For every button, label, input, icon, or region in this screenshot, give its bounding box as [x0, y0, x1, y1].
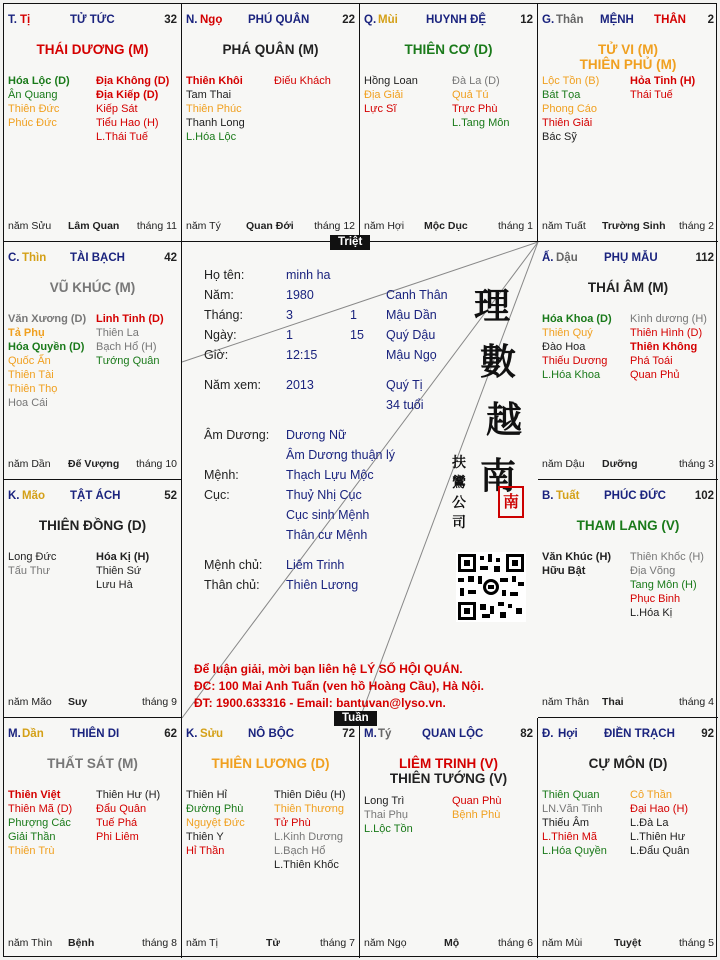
cell-footer: năm Sửu Lâm Quan tháng 11	[8, 220, 177, 232]
main-star: CỰ MÔN (D)	[588, 756, 668, 771]
stars-left: Thiên Việt Thiên Mã (D) Phượng Các Giải Thần Thiên Trù	[8, 789, 73, 857]
triet-badge: Triệt	[330, 235, 370, 250]
qr-code[interactable]	[456, 552, 526, 622]
main-star: PHÁ QUÂN (M)	[222, 42, 319, 57]
main-star: THÁI DƯƠNG (M)	[36, 42, 149, 57]
cell-footer: năm Tý Quan Đới tháng 12	[186, 220, 355, 232]
stars-right: Địa Không (D) Địa Kiếp (D) Kiếp Sát Tiểu Hao (H) L.Thái Tuế	[96, 75, 170, 143]
stars-left: Thiên Quan LN.Văn Tinh Thiếu Âm L.Thiên Mã L.Hóa Quyền	[542, 789, 607, 857]
main-star: THIÊN ĐỒNG (D)	[38, 518, 147, 533]
center-info: Họ tên: minh ha Năm: 1980 Canh Thân Tháng: 3 1 Mậu Dần Ngày: 1 15 Quý Dậu Giờ: 12:15 Mậu Ngọ Năm xem: 2013 Quý Tị 34 tuổi Âm Dương: Dương Nữ Âm Dương thuận lý Mệnh: Thạch Lựu Mộc Cục: Thuỷ Nhị Cục Cục sinh Mệnh Thân cư Mệnh Mệnh chủ: Liêm Trinh Thân chủ: Thiên Lương 理 數 越 南 扶 鸞 公 司 南 Để luận giải, mời bạn liên hệ LÝ SỐ HỘI QUÁN. ĐC: 100 Mai Anh Tuấn (ven hồ Hoàng Cầu), Hà Nội. ĐT: 1900.633316 - Email: bantuvan@lyso.vn.	[182, 242, 538, 718]
stars-left: Hóa Lộc (D) Ân Quang Thiên Đức Phúc Đức	[8, 75, 70, 129]
stars-right: Hỏa Tinh (H) Thái Tuế	[630, 75, 696, 101]
calligraphy-char-4: 南	[480, 455, 517, 497]
red-seal: 南	[498, 486, 524, 518]
main-star: THIÊN LƯƠNG (D)	[211, 756, 330, 771]
main-star: LIÊM TRINH (V) THIÊN TƯỚNG (V)	[389, 756, 508, 786]
stars-right: Hóa Kị (H) Thiên Sứ Lưu Hà	[96, 551, 150, 591]
stars-left: Long Đức Tấu Thư	[8, 551, 57, 577]
stars-left: Văn Xương (D) Tả Phụ Hóa Quyền (D) Quốc Ấn Thiên Tài Thiên Thọ Hoa Cái	[8, 313, 87, 409]
small-calli-2: 鸞	[452, 475, 466, 491]
main-star: THAM LANG (V)	[576, 518, 680, 533]
stars-right: Đà La (D) Quả Tú Trực Phù L.Tang Môn	[452, 75, 510, 129]
stars-left: Long Trì Thai Phụ L.Lộc Tồn	[364, 795, 413, 835]
stars-left: Hóa Khoa (D) Thiên Quý Đào Hoa Thiếu Dương L.Hóa Khoa	[542, 313, 612, 381]
palace-ty[interactable]: M. Tý QUAN LỘC 82 LIÊM TRINH (V) THIÊN TƯỚNG (V) Long Trì Thai Phụ L.Lộc Tồn Quan Phù Bệnh Phù năm Ngọ Mộ tháng 6	[360, 718, 538, 958]
cell-footer: năm Dần Đế Vượng tháng 10	[8, 458, 177, 470]
stars-left: Văn Khúc (H) Hữu Bật	[542, 551, 612, 577]
cell-footer: năm Mùi Tuyệt tháng 5	[542, 937, 714, 949]
main-star: TỬ VI (M) THIÊN PHỦ (M)	[579, 42, 677, 72]
palace-suu[interactable]: K. Sửu NÔ BỘC 72 THIÊN LƯƠNG (D) Thiên Hỉ Đường Phù Nguyệt Đức Thiên Y Hỉ Thần Thiên Diêu (H) Thiên Thương Tử Phù L.Kinh Dương L.Bạch Hổ L.Thiên Khốc năm Tị Tử tháng 7	[182, 718, 360, 958]
cell-footer: năm Thân Thai tháng 4	[542, 696, 714, 708]
small-calli-4: 司	[452, 515, 466, 531]
cell-footer: năm Tị Tử tháng 7	[186, 937, 355, 949]
cell-footer: năm Hợi Mộc Dục tháng 1	[364, 220, 533, 232]
palace-ngo[interactable]: N. Ngọ PHÚ QUÂN 22 PHÁ QUÂN (M) Thiên Khôi Tam Thai Thiên Phúc Thanh Long L.Hóa Lộc Điếu Khách năm Tý Quan Đới tháng 12	[182, 4, 360, 242]
main-star: VŨ KHÚC (M)	[49, 280, 136, 295]
stars-right: Quan Phù Bệnh Phù	[452, 795, 502, 821]
stars-right: Thiên Khốc (H) Địa Võng Tang Môn (H) Phục Binh L.Hóa Kị	[630, 551, 704, 619]
contact-address: ĐC: 100 Mai Anh Tuấn (ven hồ Hoàng Cầu), Hà Nội.	[194, 679, 485, 693]
stars-right: Linh Tinh (D) Thiên La Bạch Hổ (H) Tướng Quân	[96, 313, 164, 367]
palace-thin[interactable]: C. Thìn TÀI BẠCH 42 VŨ KHÚC (M) Văn Xương (D) Tả Phụ Hóa Quyền (D) Quốc Ấn Thiên Tài Thiên Thọ Hoa Cái Linh Tinh (D) Thiên La Bạch Hổ (H) Tướng Quân năm Dần Đế Vượng tháng 10	[4, 242, 182, 480]
palace-hoi[interactable]: Đ. Hợi ĐIỀN TRẠCH 92 CỰ MÔN (D) Thiên Quan LN.Văn Tinh Thiếu Âm L.Thiên Mã L.Hóa Quyền Cô Thần Đại Hao (H) L.Đà La L.Thiên Hư L.Đẩu Quân năm Mùi Tuyệt tháng 5	[538, 718, 718, 958]
main-star: THÁI ÂM (M)	[587, 280, 669, 295]
contact-line-1: Để luận giải, mời bạn liên hệ LÝ SỐ HỘI QUÁN.	[194, 662, 463, 676]
palace-mao[interactable]: K. Mão TẬT ÁCH 52 THIÊN ĐỒNG (D) Long Đức Tấu Thư Hóa Kị (H) Thiên Sứ Lưu Hà năm Mão Suy tháng 9	[4, 480, 182, 718]
cell-footer: năm Thìn Bệnh tháng 8	[8, 937, 177, 949]
stars-right: Điếu Khách	[274, 75, 331, 87]
stars-right: Thiên Diêu (H) Thiên Thương Tử Phù L.Kinh Dương L.Bạch Hổ L.Thiên Khốc	[274, 789, 346, 871]
calligraphy-char-2: 數	[480, 341, 517, 383]
tuan-badge: Tuần	[334, 711, 377, 726]
palace-than[interactable]: G. Thân MỆNH THÂN 2 TỬ VI (M) THIÊN PHỦ (M) Lộc Tồn (B) Bát Tọa Phong Cáo Thiên Giải Bác Sỹ Hỏa Tinh (H) Thái Tuế năm Tuất Trường Sinh tháng 2	[538, 4, 718, 242]
stars-left: Thiên Khôi Tam Thai Thiên Phúc Thanh Long L.Hóa Lộc	[186, 75, 245, 143]
stars-left: Hồng Loan Địa Giải Lực Sĩ	[364, 75, 418, 115]
cell-footer: năm Tuất Trường Sinh tháng 2	[542, 220, 714, 232]
small-calli-1: 扶	[452, 455, 466, 471]
stars-left: Thiên Hỉ Đường Phù Nguyệt Đức Thiên Y Hỉ Thần	[186, 789, 245, 857]
cell-footer: năm Ngọ Mộ tháng 6	[364, 937, 533, 949]
cell-footer: năm Mão Suy tháng 9	[8, 696, 177, 708]
stars-right: Kình dương (H) Thiên Hình (D) Thiên Không Phá Toái Quan Phủ	[630, 313, 707, 381]
stars-left: Lộc Tồn (B) Bát Tọa Phong Cáo Thiên Giải Bác Sỹ	[542, 75, 600, 143]
main-star: THẤT SÁT (M)	[47, 756, 138, 771]
palace-ti[interactable]: T. Tị TỬ TỨC 32 THÁI DƯƠNG (M) Hóa Lộc (D) Ân Quang Thiên Đức Phúc Đức Địa Không (D) Địa Kiếp (D) Kiếp Sát Tiểu Hao (H) L.Thái Tuế năm Sửu Lâm Quan tháng 11	[4, 4, 182, 242]
calligraphy-char-1: 理	[474, 285, 511, 327]
contact-phone-email[interactable]: ĐT: 1900.633316 - Email: bantuvan@lyso.vn.	[194, 696, 446, 710]
stars-right: Thiên Hư (H) Đẩu Quân Tuế Phá Phi Liêm	[96, 789, 161, 843]
palace-dan[interactable]: M. Dần THIÊN DI 62 THẤT SÁT (M) Thiên Việt Thiên Mã (D) Phượng Các Giải Thần Thiên Trù Thiên Hư (H) Đẩu Quân Tuế Phá Phi Liêm năm Thìn Bệnh tháng 8	[4, 718, 182, 958]
palace-mui[interactable]: Q. Mùi HUYNH ĐỆ 12 THIÊN CƠ (D) Hồng Loan Địa Giải Lực Sĩ Đà La (D) Quả Tú Trực Phù L.Tang Môn năm Hợi Mộc Dục tháng 1	[360, 4, 538, 242]
palace-dau[interactable]: Ấ. Dậu PHỤ MẪU 112 THÁI ÂM (M) Hóa Khoa (D) Thiên Quý Đào Hoa Thiếu Dương L.Hóa Khoa Kình dương (H) Thiên Hình (D) Thiên Không Phá Toái Quan Phủ năm Dậu Dưỡng tháng 3	[538, 242, 718, 480]
small-calli-3: 公	[452, 495, 466, 511]
cell-footer: năm Dậu Dưỡng tháng 3	[542, 458, 714, 470]
palace-tuat[interactable]: B. Tuất PHÚC ĐỨC 102 THAM LANG (V) Văn Khúc (H) Hữu Bật Thiên Khốc (H) Địa Võng Tang Môn (H) Phục Binh L.Hóa Kị năm Thân Thai tháng 4	[538, 480, 718, 718]
tu-vi-chart	[3, 3, 717, 957]
calligraphy-char-3: 越	[486, 399, 523, 441]
stars-right: Cô Thần Đại Hao (H) L.Đà La L.Thiên Hư L.Đẩu Quân	[630, 789, 690, 857]
main-star: THIÊN CƠ (D)	[404, 42, 493, 57]
